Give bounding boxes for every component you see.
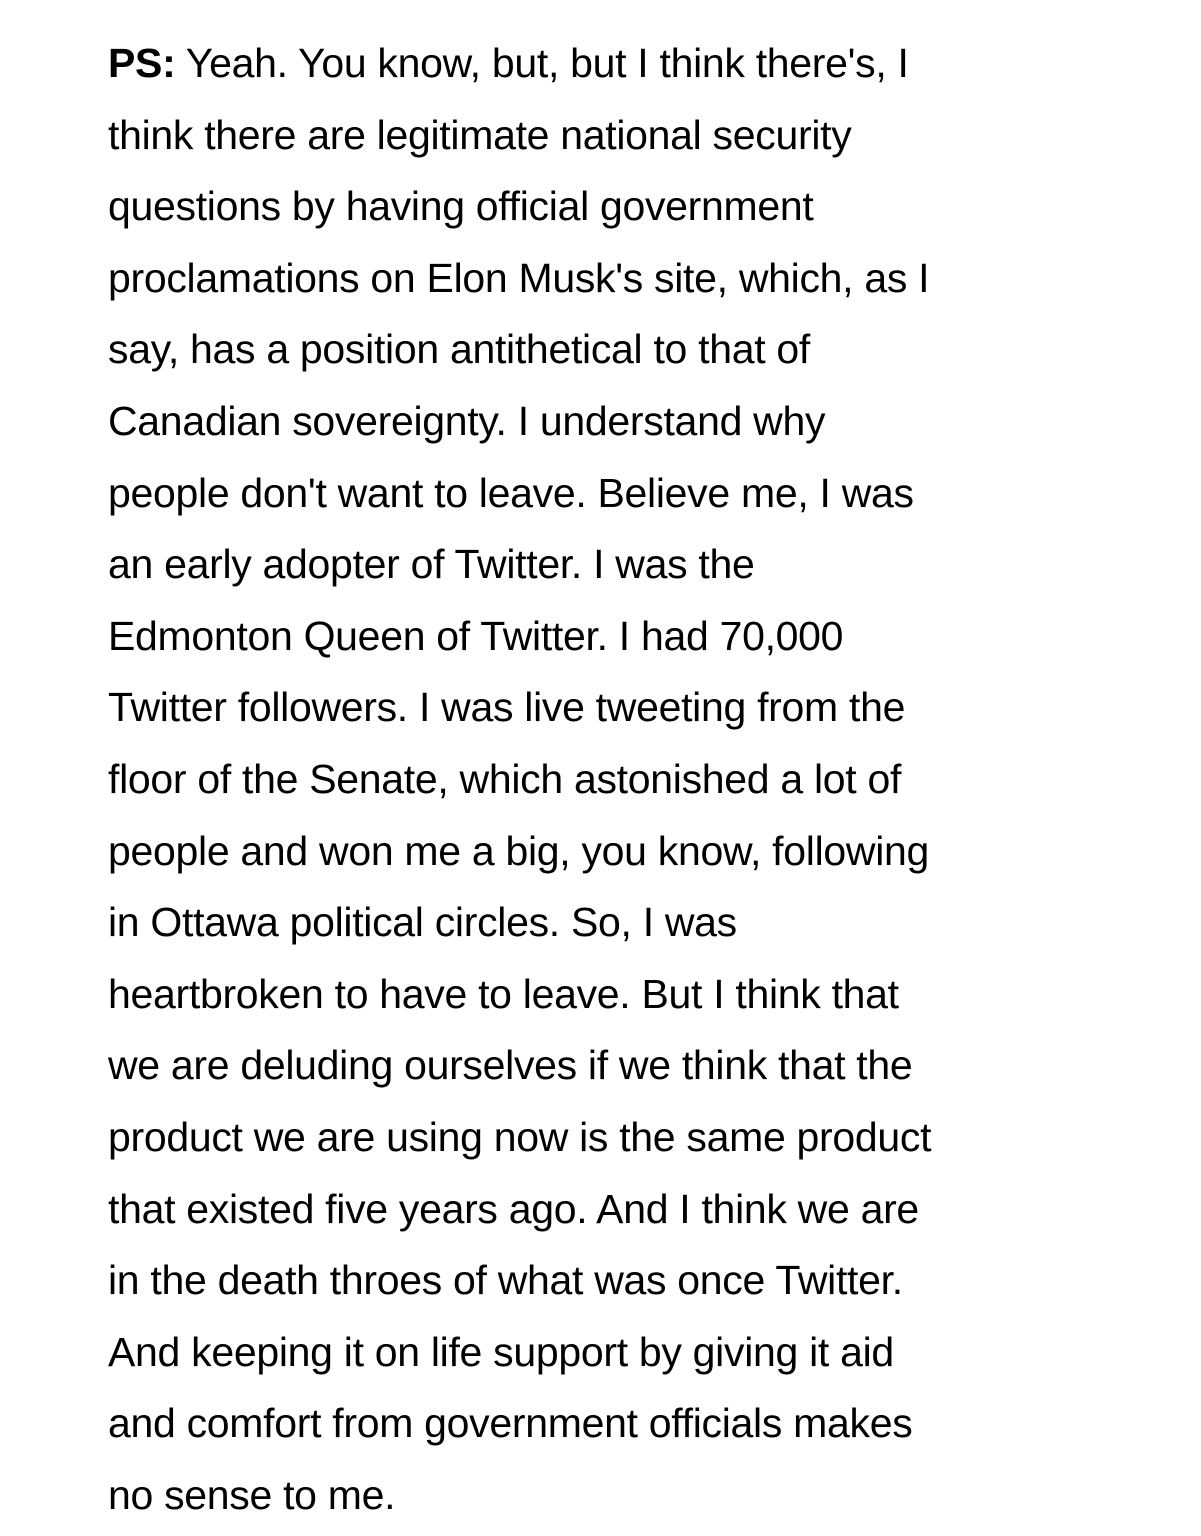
text-line: that existed five years ago. And I think we are — [108, 1185, 919, 1232]
text-line-content: Yeah. You know, but, but I think there's, I — [175, 40, 909, 86]
text-line: heartbroken to have to leave. But I think that — [108, 970, 899, 1017]
text-line: an early adopter of Twitter. I was the — [108, 541, 755, 588]
text-line: say, has a position antithetical to that of — [108, 326, 810, 373]
speaker-label: PS: — [108, 40, 176, 86]
text-line: Edmonton Queen of Twitter. I had 70,000 — [108, 612, 844, 659]
text-line: in the death throes of what was once Twitter. — [108, 1257, 903, 1304]
transcript-paragraph — [108, 28, 1168, 1531]
text-line: Twitter followers. I was live tweeting from the — [108, 684, 906, 731]
text-line: we are deluding ourselves if we think that the — [108, 1042, 913, 1089]
text-line — [108, 28, 1168, 100]
text-line: people don't want to leave. Believe me, I was — [108, 469, 914, 516]
text-line: And keeping it on life support by giving it aid — [108, 1328, 894, 1375]
text-line: floor of the Senate, which astonished a lot of — [108, 755, 902, 802]
text-line: no sense to me. — [108, 1471, 396, 1518]
text-line: in Ottawa political circles. So, I was — [108, 899, 737, 946]
text-line: questions by having official government — [108, 183, 814, 230]
text-line: product we are using now is the same product — [108, 1113, 932, 1160]
text-line: and comfort from government officials makes — [108, 1400, 913, 1447]
text-line: people and won me a big, you know, following — [108, 827, 930, 874]
text-line: think there are legitimate national security — [108, 111, 852, 158]
text-line: Canadian sovereignty. I understand why — [108, 397, 826, 444]
text-line: proclamations on Elon Musk's site, which, as I — [108, 254, 930, 301]
